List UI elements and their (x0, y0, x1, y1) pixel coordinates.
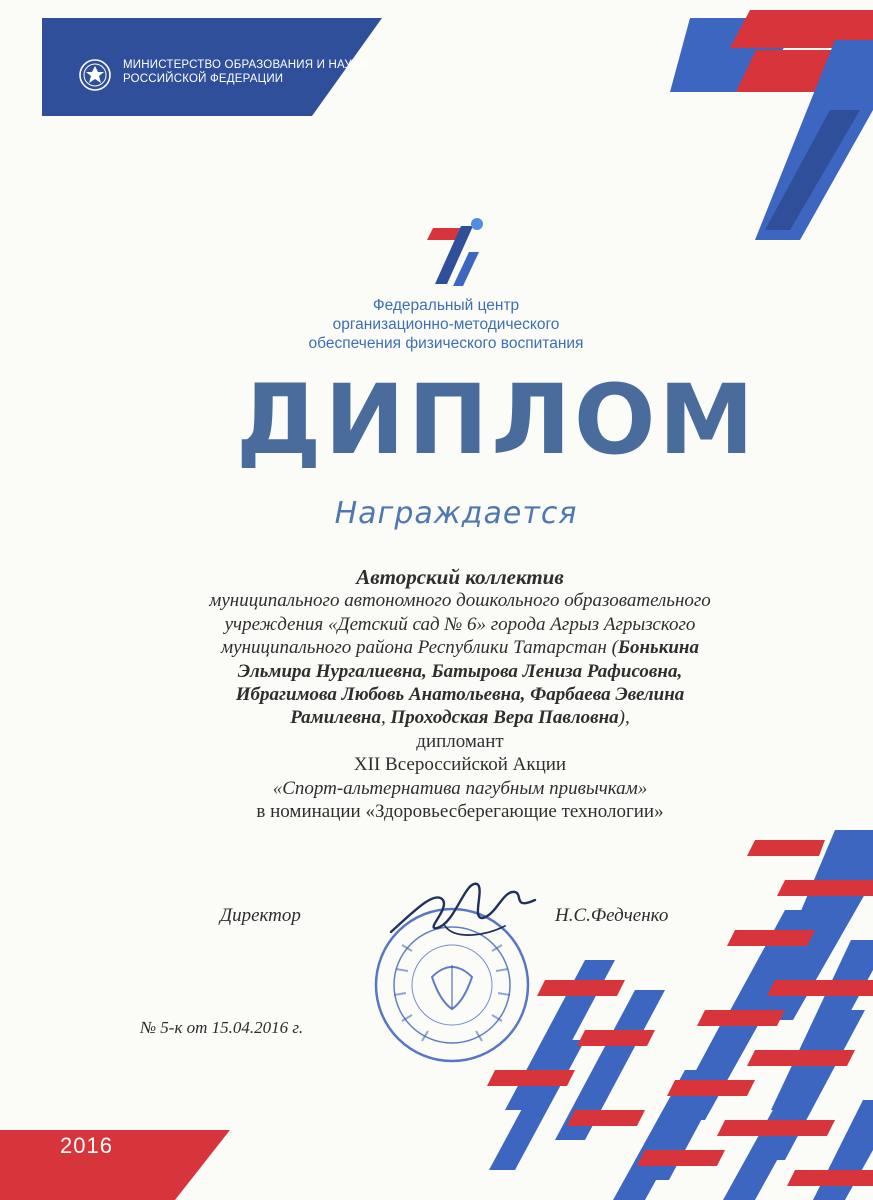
recipient-line-6 (150, 706, 770, 729)
decorative-seven-top-right (670, 0, 873, 240)
recipient-block (150, 566, 770, 823)
ministry-name (123, 58, 383, 86)
recipient-sep: , (380, 707, 391, 729)
ministry-line-2: РОССИЙСКОЙ ФЕДЕРАЦИИ (123, 73, 284, 85)
recipient-name-b: Проходская Вера Павловна (390, 707, 619, 729)
organization-line-1: Федеральный центр (372, 297, 520, 314)
recipient-name-part: Бонькина (617, 637, 699, 659)
year-label: 2016 (60, 1133, 113, 1158)
recipient-line-2: учреждения «Детский сад № 6» города Агрыз Агрызского (224, 613, 696, 635)
event-name: «Спорт-альтернатива пагубным привычкам» (272, 777, 648, 799)
recipient-line-3-text: муниципального района Республики Татарстан ( (221, 637, 618, 659)
nomination-text: в номинации «Здоровьесберегающие технологии» (256, 801, 664, 823)
organization-name (236, 296, 656, 353)
recipient-names-line-2: Ибрагимова Любовь Анатольевна, Фарбаева Эвелина (235, 684, 685, 706)
organization-line-2: организационно-методического (332, 316, 560, 333)
recipient-line-3 (150, 636, 770, 659)
recipient-names-line-1: Эльмира Нургалиевна, Батырова Лениза Рафисовна, (237, 660, 683, 682)
awarded-heading: Награждается (334, 496, 578, 531)
organization-line-3: обеспечения физического воспитания (308, 335, 584, 352)
recipient-line-1: муниципального автономного дошкольного образовательного (209, 590, 711, 612)
status-text: дипломант (416, 730, 504, 752)
recipient-heading: Авторский коллектив (356, 565, 564, 589)
recipient-name-a: Рамилевна (290, 707, 381, 729)
diploma-title: ДИПЛОМ (236, 364, 758, 476)
ministry-line-1: МИНИСТЕРСТВО ОБРАЗОВАНИЯ И НАУКИ (123, 59, 368, 71)
ministry-emblem-icon (78, 58, 112, 92)
director-label: Директор (220, 905, 301, 926)
federal-center-logo-icon (425, 212, 495, 290)
order-number: № 5-к от 15.04.2016 г. (140, 1018, 304, 1037)
director-name: Н.С.Федченко (555, 905, 669, 926)
event-text: XII Всероссийской Акции (353, 754, 567, 776)
director-signature-icon (385, 870, 545, 950)
recipient-line-end: ), (618, 707, 630, 729)
